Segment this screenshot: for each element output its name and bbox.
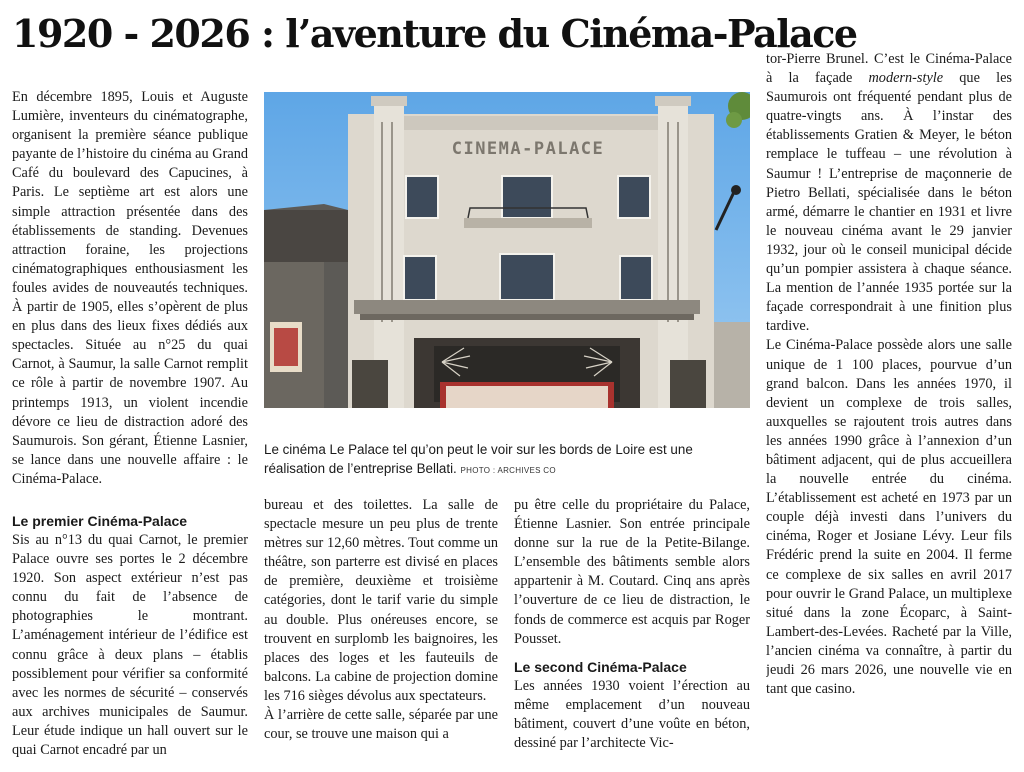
section1-paragraph-3: À l’arrière de cette salle, séparée par une cour, se trouve une maison qui a [264,707,498,743]
text-run-italic: modern-style [868,70,944,87]
intro-column [12,88,248,498]
column-3 [514,496,750,772]
caption-text: Le cinéma Le Palace tel qu’on peut le voir sur les bords de Loire est une réalisation de l’entreprise Bellati. [264,442,693,476]
headline: 1920 - 2026 : l’aventure du Cinéma-Palace [12,11,857,56]
cinema-sign: CINEMA-PALACE [451,139,605,159]
photo-caption [264,440,750,480]
photo-credit: PHOTO : ARCHIVES CO [460,466,556,475]
section1-paragraph-1: Sis au n°13 du quai Carnot, le premier Palace ouvre ses portes le 2 décembre 1920. Son aspect extérieur n’est pas connu du fait de l’absence de photographies le montrant. L’aménagement intérieur de l’édifice est connu grâce à deux plans – établis possiblement pour vérifier sa conformité avec les normes de sécurité – conservés aux archives municipales de Saumur. Leur étude indique un hall ouvert sur le quai Carnot encadré par un [12,532,248,759]
section1-paragraph-4: pu être celle du propriétaire du Palace, Étienne Lasnier. Son entrée principale donne sur la rue de la Petite-Bilange. L’ensemble des bâtiments semble alors appartenir à M. Coutard. Cinq ans après l’ouverture de ce lieu de distraction, le fonds de commerce est acquis par Roger Pousset. [514,497,750,647]
section-title-second: Le second Cinéma-Palace [514,658,687,675]
cinema-photo [264,92,750,408]
section2-paragraph-3: Le Cinéma-Palace possède alors une salle unique de 1 100 places, pourvue d’un grand balcon. Dans les années 1970, il devient un complexe de trois salles, auxquelles se rajoutent trois autres dans les années 1990 grâce à l’annexion d’un bâtiment adjacent, qui de plus accueillera la nouvelle entrée du cinéma. L’établissement est acheté en 1973 par un couple déjà investi dans l’univers du cinéma, Roger et Josiane Lévy. Leur fils Frédéric prend la suite en 2004. Il ferme ce complexe de six salles en avril 2017 pour ouvrir le Grand Palace, un multiplexe situé dans la zone Écoparc, à Saint-Lambert-des-Levées. Racheté par la Ville, l’ancien cinéma va connaître, à partir du jeudi 26 mars 2026, une nouvelle vie en tant que casino. [766,337,1012,698]
section-title-premier: Le premier Cinéma-Palace [12,513,188,529]
section1-paragraph-2: bureau et des toilettes. La salle de spectacle mesure un peu plus de trente mètres sur 12,60 mètres. Tout comme un théâtre, son parterre est divisé en places de première, deuxième et troisième catégories, dont le tarif varie du simple au double. Plus onéreuses encore, se trouvent en surplomb les baignoires, les places des loges et les fauteuils de balcons. La cabine de projection domine les 716 sièges dévolus aux spectateurs. [264,497,498,704]
section2-paragraph-2 [766,50,1012,336]
text-run: que les Saumurois ont fréquenté pendant plus de quatre-vingts ans. À l’instar des établissements Gratien & Meyer, le béton remplace le tuffeau – une révolution à Saumur ! L’entreprise de maçonnerie de Pietro Bellati, spécialisée dans le béton armé, démarre le chantier en 1931 et livre le nouveau cinéma avant le 29 janvier 1932, jour où le conseil municipal décide qu’un pompier assistera à chaque séance. La mention de l’année 1935 portée sur la façade correspondrait à une finition plus tardive. [766,70,1012,335]
text-run: tor-Pierre Brunel. C’est le Cinéma-Palace à la façade [766,51,1012,87]
column-4 [766,50,1012,772]
column-1-lower [12,503,248,769]
column-2 [264,496,498,772]
intro-paragraph: En décembre 1895, Louis et Auguste Lumière, inventeurs du cinématographe, organisent la première séance publique payante de l’histoire du cinéma au Grand Café du boulevard des Capucines, à Paris. Le septième art est alors une simple attraction présentée dans des établissements de standing. Devenues attraction foraine, les projections cinématographiques enthousiasment les foules avides de nouveautés techniques. À partir de 1905, elles s’opèrent de plus en plus dans des lieux fixes dédiés aux spectacles. Située au n°25 du quai Carnot, à Saumur, la salle Carnot remplit ce rôle à partir de novembre 1907. Au printemps 1913, un violent incendie dévore ce lieu de distraction adoré des Saumurois. Son gérant, Étienne Lasnier, se lance dans une nouvelle affaire : le Cinéma-Palace. [12,89,248,487]
section2-paragraph-1: Les années 1930 voient l’érection au même emplacement d’un nouveau bâtiment, couvert d’une voûte en béton, dessiné par l’architecte Vic- [514,677,750,752]
